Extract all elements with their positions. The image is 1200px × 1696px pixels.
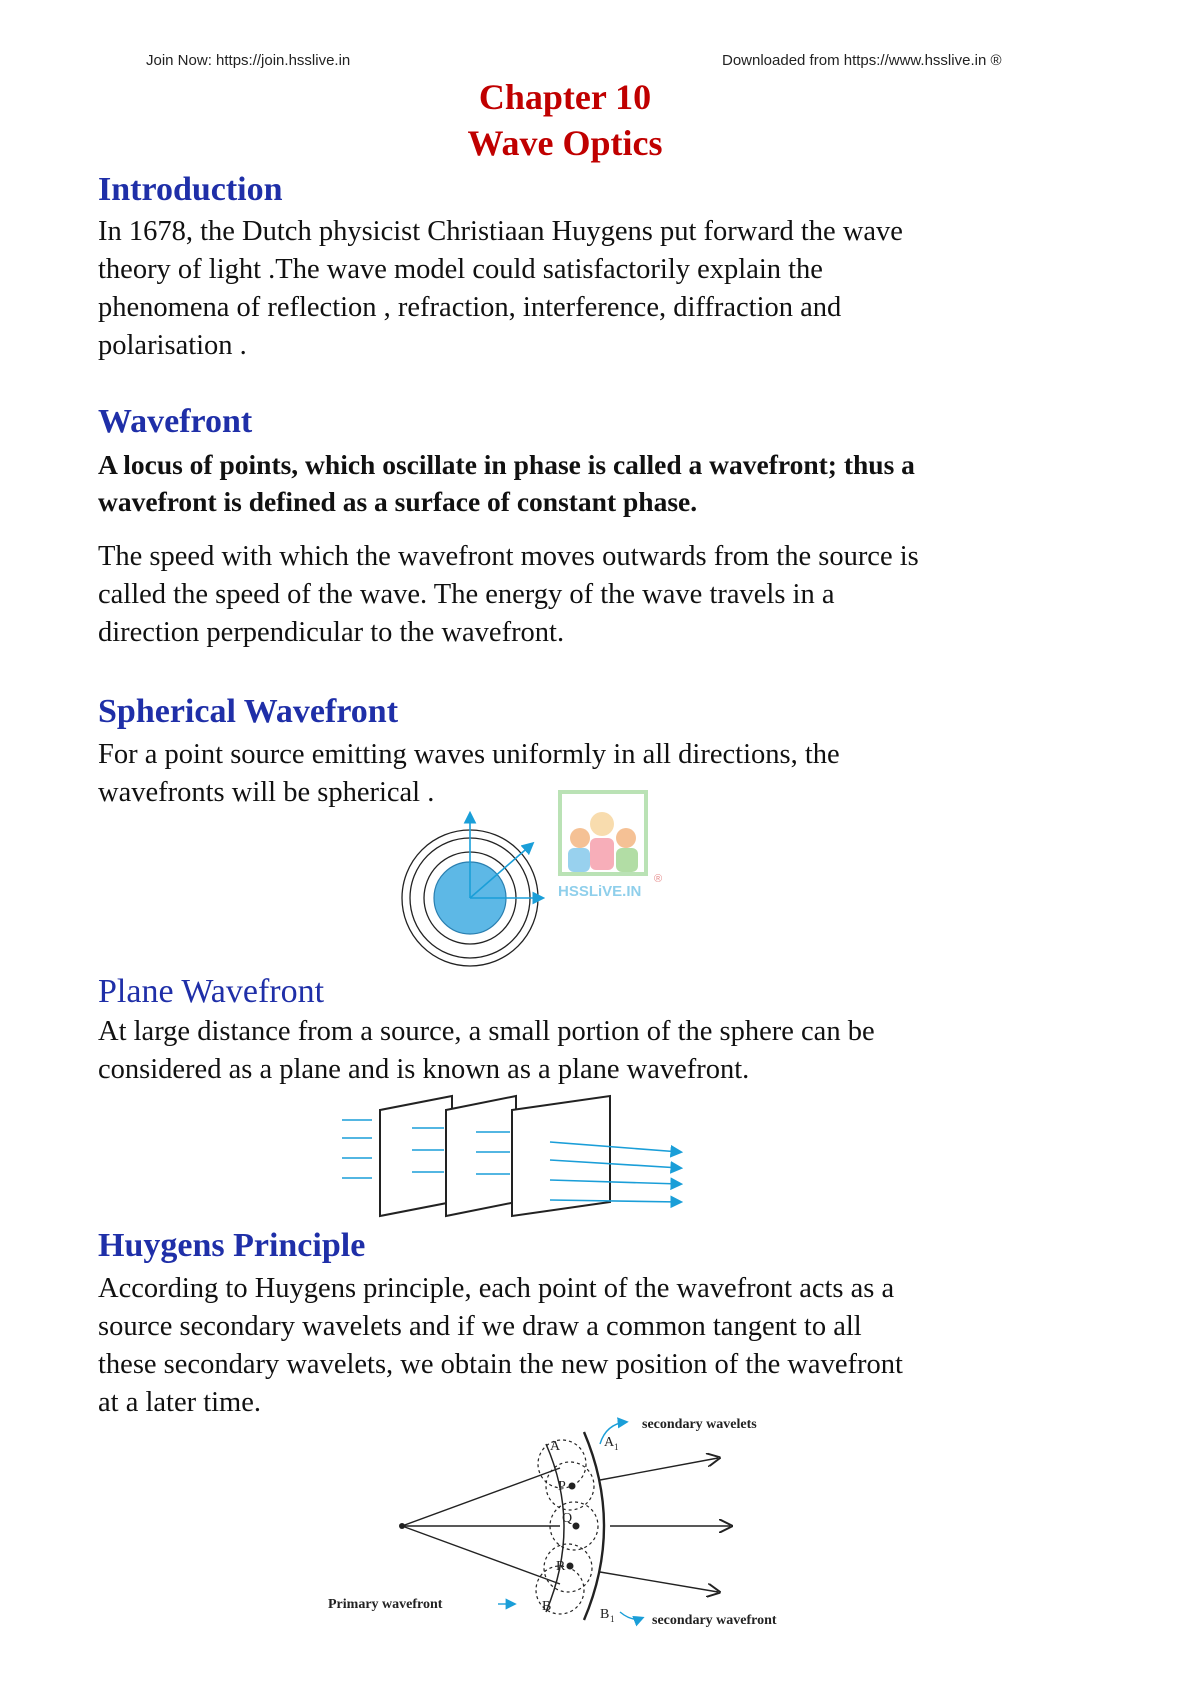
heading-wavefront: Wavefront <box>98 403 253 440</box>
header-download-link[interactable]: Downloaded from https://www.hsslive.in ® <box>722 52 1002 69</box>
text-line: wavefronts will be spherical . <box>98 777 435 808</box>
watermark-registered-mark: ® <box>654 873 663 885</box>
heading-plane-wavefront: Plane Wavefront <box>98 973 325 1010</box>
heading-introduction: Introduction <box>98 171 283 208</box>
huygens-text <box>98 1270 1108 1422</box>
label-P: P <box>558 1479 566 1494</box>
text-line: polarisation . <box>98 330 247 361</box>
introduction-text <box>98 213 1108 365</box>
plane-wavefront-diagram <box>340 1090 690 1220</box>
watermark-text: HSSLiVE.IN <box>558 883 642 900</box>
huygens-principle-diagram <box>320 1417 860 1628</box>
text-line: direction perpendicular to the wavefront. <box>98 617 565 648</box>
label-Q: Q <box>562 1511 573 1526</box>
chapter-number: Chapter 10 <box>478 77 652 117</box>
label-A: A <box>550 1439 561 1454</box>
text-line: According to Huygens principle, each point of the wavefront acts as a <box>98 1273 895 1304</box>
text-line: A locus of points, which oscillate in phase is called a wavefront; thus a <box>98 449 915 480</box>
text-line: In 1678, the Dutch physicist Christiaan Huygens put forward the wave <box>98 216 903 247</box>
text-line: The speed with which the wavefront moves outwards from the source is <box>98 541 919 572</box>
label-B1-subscript: 1 <box>610 1614 615 1624</box>
wavefront-text <box>98 538 1108 652</box>
label-R: R <box>556 1559 566 1574</box>
text-line: considered as a plane and is known as a plane wavefront. <box>98 1054 750 1085</box>
text-line: source secondary wavelets and if we draw a common tangent to all <box>98 1311 862 1342</box>
text-line: wavefront is defined as a surface of constant phase. <box>98 486 698 517</box>
label-primary-wavefront: Primary wavefront <box>328 1597 443 1612</box>
heading-spherical-wavefront: Spherical Wavefront <box>98 693 399 730</box>
text-line: at a later time. <box>98 1387 261 1418</box>
label-A1: A <box>604 1435 615 1450</box>
text-line: theory of light .The wave model could satisfactorily explain the <box>98 254 823 285</box>
text-line: these secondary wavelets, we obtain the new position of the wavefront <box>98 1349 903 1380</box>
label-B1: B <box>600 1607 610 1622</box>
text-line: called the speed of the wave. The energy of the wave travels in a <box>98 579 835 610</box>
hsslive-watermark-logo <box>556 788 676 913</box>
label-B: B <box>542 1599 552 1614</box>
text-line: phenomena of reflection , refraction, interference, diffraction and <box>98 292 842 323</box>
heading-huygens-principle: Huygens Principle <box>98 1227 366 1264</box>
plane-text <box>98 1013 1108 1089</box>
spherical-wavefront-diagram <box>390 808 570 968</box>
label-A1-subscript: 1 <box>614 1442 619 1452</box>
chapter-title: Wave Optics <box>467 123 663 163</box>
wavefront-definition <box>98 446 1108 520</box>
label-secondary-wavelets: secondary wavelets <box>642 1417 757 1432</box>
text-line: At large distance from a source, a small portion of the sphere can be <box>98 1016 875 1047</box>
text-line: For a point source emitting waves uniformly in all directions, the <box>98 739 840 770</box>
label-secondary-wavefront: secondary wavefront <box>652 1613 777 1628</box>
header-join-link[interactable]: Join Now: https://join.hsslive.in <box>146 52 351 69</box>
